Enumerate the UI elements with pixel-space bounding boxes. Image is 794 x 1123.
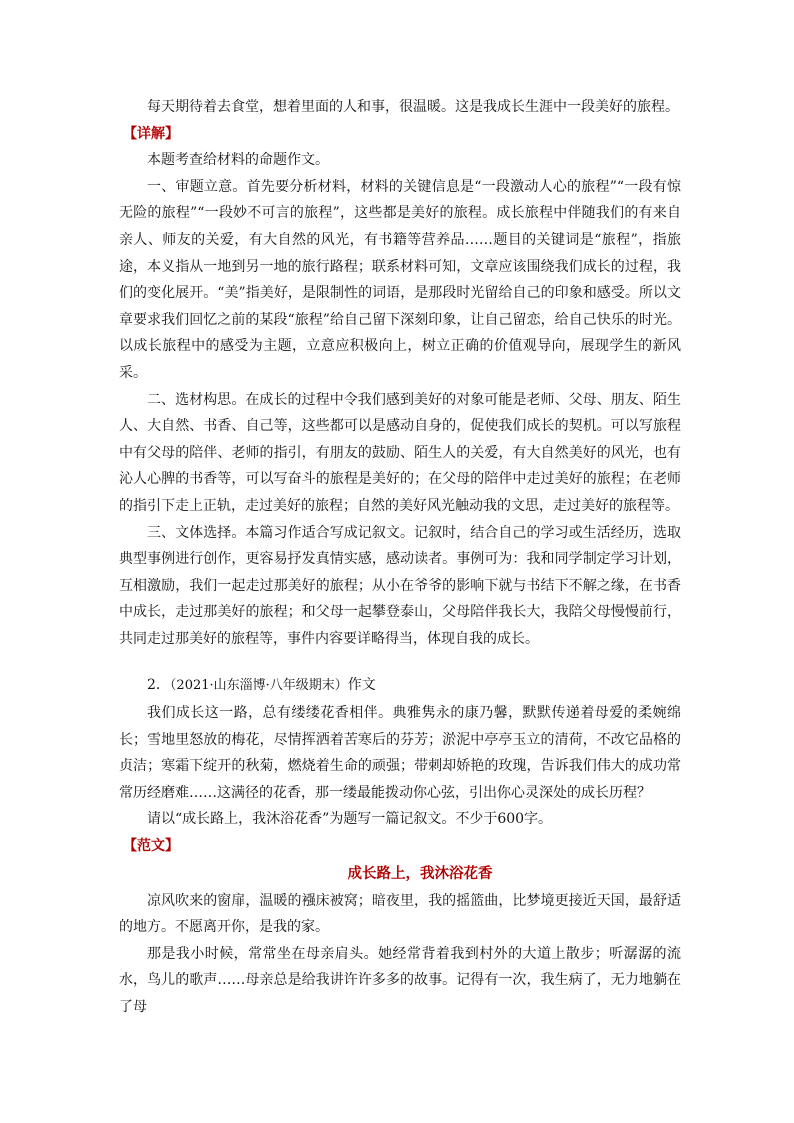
- question-type: 作文: [347, 677, 376, 694]
- paragraph-intro: 本题考查给材料的命题作文。: [147, 152, 329, 169]
- detail-label: [119, 121, 681, 148]
- paragraph-material: 二、选材构思。在成长的过程中令我们感到美好的对象可能是老师、父母、朋友、陌生人、大自然、书香、自己等，这些都可以是感动自身的，促使我们成长的契机。可以写旅程中有父母的陪伴、老师的指引，有朋友的鼓励、陌生人的关爱，有大自然美好的风光，也有沁人心脾的书香等，可以写奋斗的旅程是美好的；在父母的陪伴中走过美好的旅程；在老师的指引下走上正轨，走过美好的旅程；自然的美好风光触动我的文思，走过美好的旅程等。: [119, 391, 681, 514]
- sample-label: [119, 833, 681, 860]
- essay-paragraph-1: 凉风吹来的窗扉，温暖的襁床被窝；暗夜里，我的摇篮曲，比梦境更接近天国，最舒适的地方。不愿离开你，是我的家。: [119, 892, 681, 936]
- paragraph-closing: 每天期待着去食堂，想着里面的人和事，很温暖。这是我成长生涯中一段美好的旅程。: [147, 99, 679, 115]
- question-header: [119, 672, 681, 700]
- essay-title: 成长路上，我沐浴花香: [347, 864, 493, 882]
- sample-tag: 【范文】: [123, 838, 179, 855]
- question-number: 2．: [147, 677, 170, 694]
- paragraph-style: 三、文体选择。本篇习作适合写成记叙文。记叙时，结合自己的学习或生活经历，选取典型事例进行创作，更容易抒发真情实感，感动读者。事例可为：我和同学制定学习计划，互相激励，我们一起走过那美好的旅程；从小在爷爷的影响下就与书结下不解之缘，在书香中成长，走过那美好的旅程；和父母一起攀登泰山，父母陪伴我长大，我陪父母慢慢前行，共同走过那美好的旅程等，事件内容要详略得当，体现自我的成长。: [119, 524, 681, 647]
- paragraph-theme: 一、审题立意。首先要分析材料，材料的关键信息是“一段激动人心的旅程”“一段有惊无险的旅程”“一段妙不可言的旅程”，这些都是美好的旅程。成长旅程中伴随我们的有来自亲人、师友的关爱，有大自然的风光，有书籍等营养品……题目的关键词是“旅程”，指旅途，本义指从一地到另一地的旅行路程；联系材料可知，文章应该围绕我们成长的过程，我们的变化展开。“美”指美好，是限制性的词语，是那段时光留给自己的印象和感受。所以文章要求我们回忆之前的某段“旅程”给自己留下深刻印象，让自己留恋，给自己快乐的时光。以成长旅程中的感受为主题，立意应积极向上，树立正确的价值观导向，展现学生的新风采。: [119, 178, 681, 381]
- paragraph-requirement: 请以“成长路上，我沐浴花香”为题写一篇记叙文。不少于600字。: [147, 811, 553, 828]
- detail-tag: 【详解】: [123, 125, 179, 142]
- paragraph-prompt: 我们成长这一路，总有缕缕花香相伴。典雅隽永的康乃馨，默默传递着母爱的柔婉绵长；雪地里怒放的梅花，尽情挥洒着苦寒后的芬芳；淤泥中亭亭玉立的清荷，不改它品格的贞洁；寒霜下绽开的秋菊，燃烧着生命的顽强；带刺却娇艳的玫瑰，告诉我们伟大的成功常常历经磨难……这满径的花香，那一缕最能拨动你心弦，引出你心灵深处的成长历程？: [119, 705, 681, 801]
- question-source: （2021·山东淄博·八年级期末）: [169, 678, 348, 694]
- essay-paragraph-2: 那是我小时候，常常坐在母亲肩头。她经常背着我到村外的大道上散步；听潺潺的流水，鸟儿的歌声……母亲总是给我讲许许多多的故事。记得有一次，我生病了，无力地躺在了母: [119, 945, 681, 1015]
- document-body: [119, 94, 681, 1021]
